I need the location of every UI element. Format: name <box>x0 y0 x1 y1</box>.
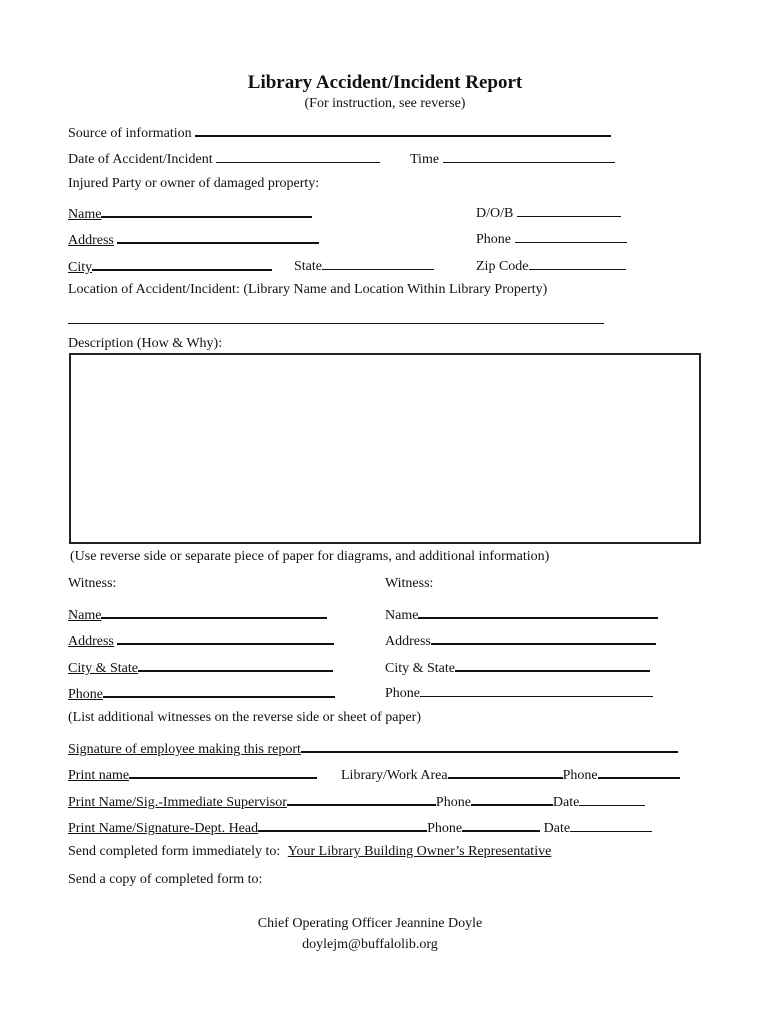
supervisor-phone-field[interactable] <box>471 791 553 806</box>
send-to-value: Your Library Building Owner’s Representative <box>287 844 552 859</box>
dept-head-phone-label: Phone <box>427 821 463 836</box>
print-name-label: Print name <box>68 768 130 783</box>
work-area-row <box>341 764 680 784</box>
reverse-note: (Use reverse side or separate piece of paper for diagrams, and additional information) <box>70 549 550 564</box>
dept-head-date-field[interactable] <box>570 818 652 832</box>
injured-zip-row <box>476 256 626 275</box>
injured-name-label: Name <box>68 207 102 222</box>
dob-label: D/O/B <box>476 206 514 221</box>
injured-party-label: Injured Party or owner of damaged property: <box>68 176 320 191</box>
employee-signature-row <box>68 738 678 758</box>
witness-2-address-row <box>385 630 656 650</box>
injured-city-label: City <box>68 260 93 275</box>
date-field[interactable] <box>216 149 380 163</box>
witness-2-name-row <box>385 604 658 624</box>
dept-head-label: Print Name/Signature-Dept. Head <box>68 821 259 836</box>
source-row <box>68 122 611 142</box>
witness-2-phone-label: Phone <box>385 686 420 701</box>
supervisor-label: Print Name/Sig.-Immediate Supervisor <box>68 795 287 810</box>
page-subtitle: (For instruction, see reverse) <box>304 96 466 111</box>
dept-head-row <box>68 817 652 837</box>
supervisor-phone-label: Phone <box>435 795 471 810</box>
time-field[interactable] <box>443 149 615 163</box>
additional-witness-note: (List additional witnesses on the reverse side or sheet of paper) <box>68 710 422 725</box>
time-row <box>410 149 615 168</box>
print-name-field[interactable] <box>129 764 317 779</box>
witness-1-city-field[interactable] <box>138 657 333 672</box>
dept-head-date-label: Date <box>540 821 571 836</box>
source-label: Source of information <box>68 126 192 141</box>
send-to-row <box>68 844 551 860</box>
injured-zip-field[interactable] <box>529 256 626 270</box>
work-area-phone-label: Phone <box>562 768 598 783</box>
injured-address-field[interactable] <box>117 229 319 244</box>
injured-phone-field[interactable] <box>515 229 627 243</box>
supervisor-row <box>68 791 645 811</box>
injured-state-row <box>294 256 434 275</box>
employee-signature-field[interactable] <box>301 738 678 753</box>
injured-name-row <box>68 203 312 223</box>
witness-2-city-row <box>385 657 650 677</box>
witness-1-phone-field[interactable] <box>103 683 335 698</box>
witness-2-address-field[interactable] <box>431 630 656 645</box>
injured-state-label: State <box>294 259 322 274</box>
witness-2-city-label: City & State <box>385 661 455 676</box>
location-label: Location of Accident/Incident: (Library Name and Location Within Library Property) <box>68 282 548 297</box>
dept-head-field[interactable] <box>258 817 427 832</box>
witness-1-address-label: Address <box>68 634 114 649</box>
witness-2-name-field[interactable] <box>418 604 658 619</box>
witness-1-phone-row <box>68 683 335 703</box>
copy-to-label: Send a copy of completed form to: <box>68 872 263 887</box>
witness-1-address-row <box>68 630 334 650</box>
witness-1-city-label: City & State <box>68 661 138 676</box>
injured-address-row <box>68 229 319 249</box>
witness-2-label: Witness: <box>385 576 434 591</box>
injured-city-field[interactable] <box>92 256 272 271</box>
dept-head-phone-field[interactable] <box>462 817 540 832</box>
injured-address-label: Address <box>68 233 114 248</box>
witness-1-name-label: Name <box>68 608 102 623</box>
witness-2-address-label: Address <box>385 634 431 649</box>
description-box[interactable] <box>69 353 701 544</box>
page-title: Library Accident/Incident Report <box>247 72 523 93</box>
injured-name-field[interactable] <box>101 203 312 218</box>
supervisor-date-label: Date <box>552 795 580 810</box>
date-label: Date of Accident/Incident <box>68 152 213 167</box>
date-row <box>68 149 380 168</box>
injured-state-field[interactable] <box>322 256 434 270</box>
witness-1-phone-label: Phone <box>68 687 103 702</box>
work-area-label: Library/Work Area <box>341 768 448 783</box>
source-field[interactable] <box>195 122 611 137</box>
dob-field[interactable] <box>517 203 621 217</box>
contact-email[interactable]: doylejm@buffalolib.org <box>302 937 438 952</box>
send-to-label: Send completed form immediately to: <box>68 844 281 859</box>
injured-city-row <box>68 256 272 276</box>
work-area-phone-field[interactable] <box>598 764 680 779</box>
description-label: Description (How & Why): <box>68 336 223 351</box>
witness-2-name-label: Name <box>385 608 419 623</box>
print-name-row <box>68 764 317 784</box>
supervisor-date-field[interactable] <box>579 792 645 806</box>
witness-2-city-field[interactable] <box>455 657 650 672</box>
dob-row <box>476 203 621 222</box>
employee-signature-label: Signature of employee making this report <box>68 742 301 757</box>
witness-1-name-row <box>68 604 327 624</box>
injured-phone-label: Phone <box>476 232 511 247</box>
work-area-field[interactable] <box>448 764 563 779</box>
injured-zip-label: Zip Code <box>476 259 529 274</box>
injured-phone-row <box>476 229 627 248</box>
witness-1-address-field[interactable] <box>117 630 334 645</box>
witness-1-name-field[interactable] <box>101 604 327 619</box>
contact-name: Chief Operating Officer Jeannine Doyle <box>257 916 483 931</box>
witness-2-phone-row <box>385 683 653 702</box>
location-field[interactable] <box>68 323 604 324</box>
witness-1-city-row <box>68 657 333 677</box>
supervisor-field[interactable] <box>287 791 436 806</box>
witness-1-label: Witness: <box>68 576 117 591</box>
time-label: Time <box>410 152 440 167</box>
witness-2-phone-field[interactable] <box>420 683 653 697</box>
